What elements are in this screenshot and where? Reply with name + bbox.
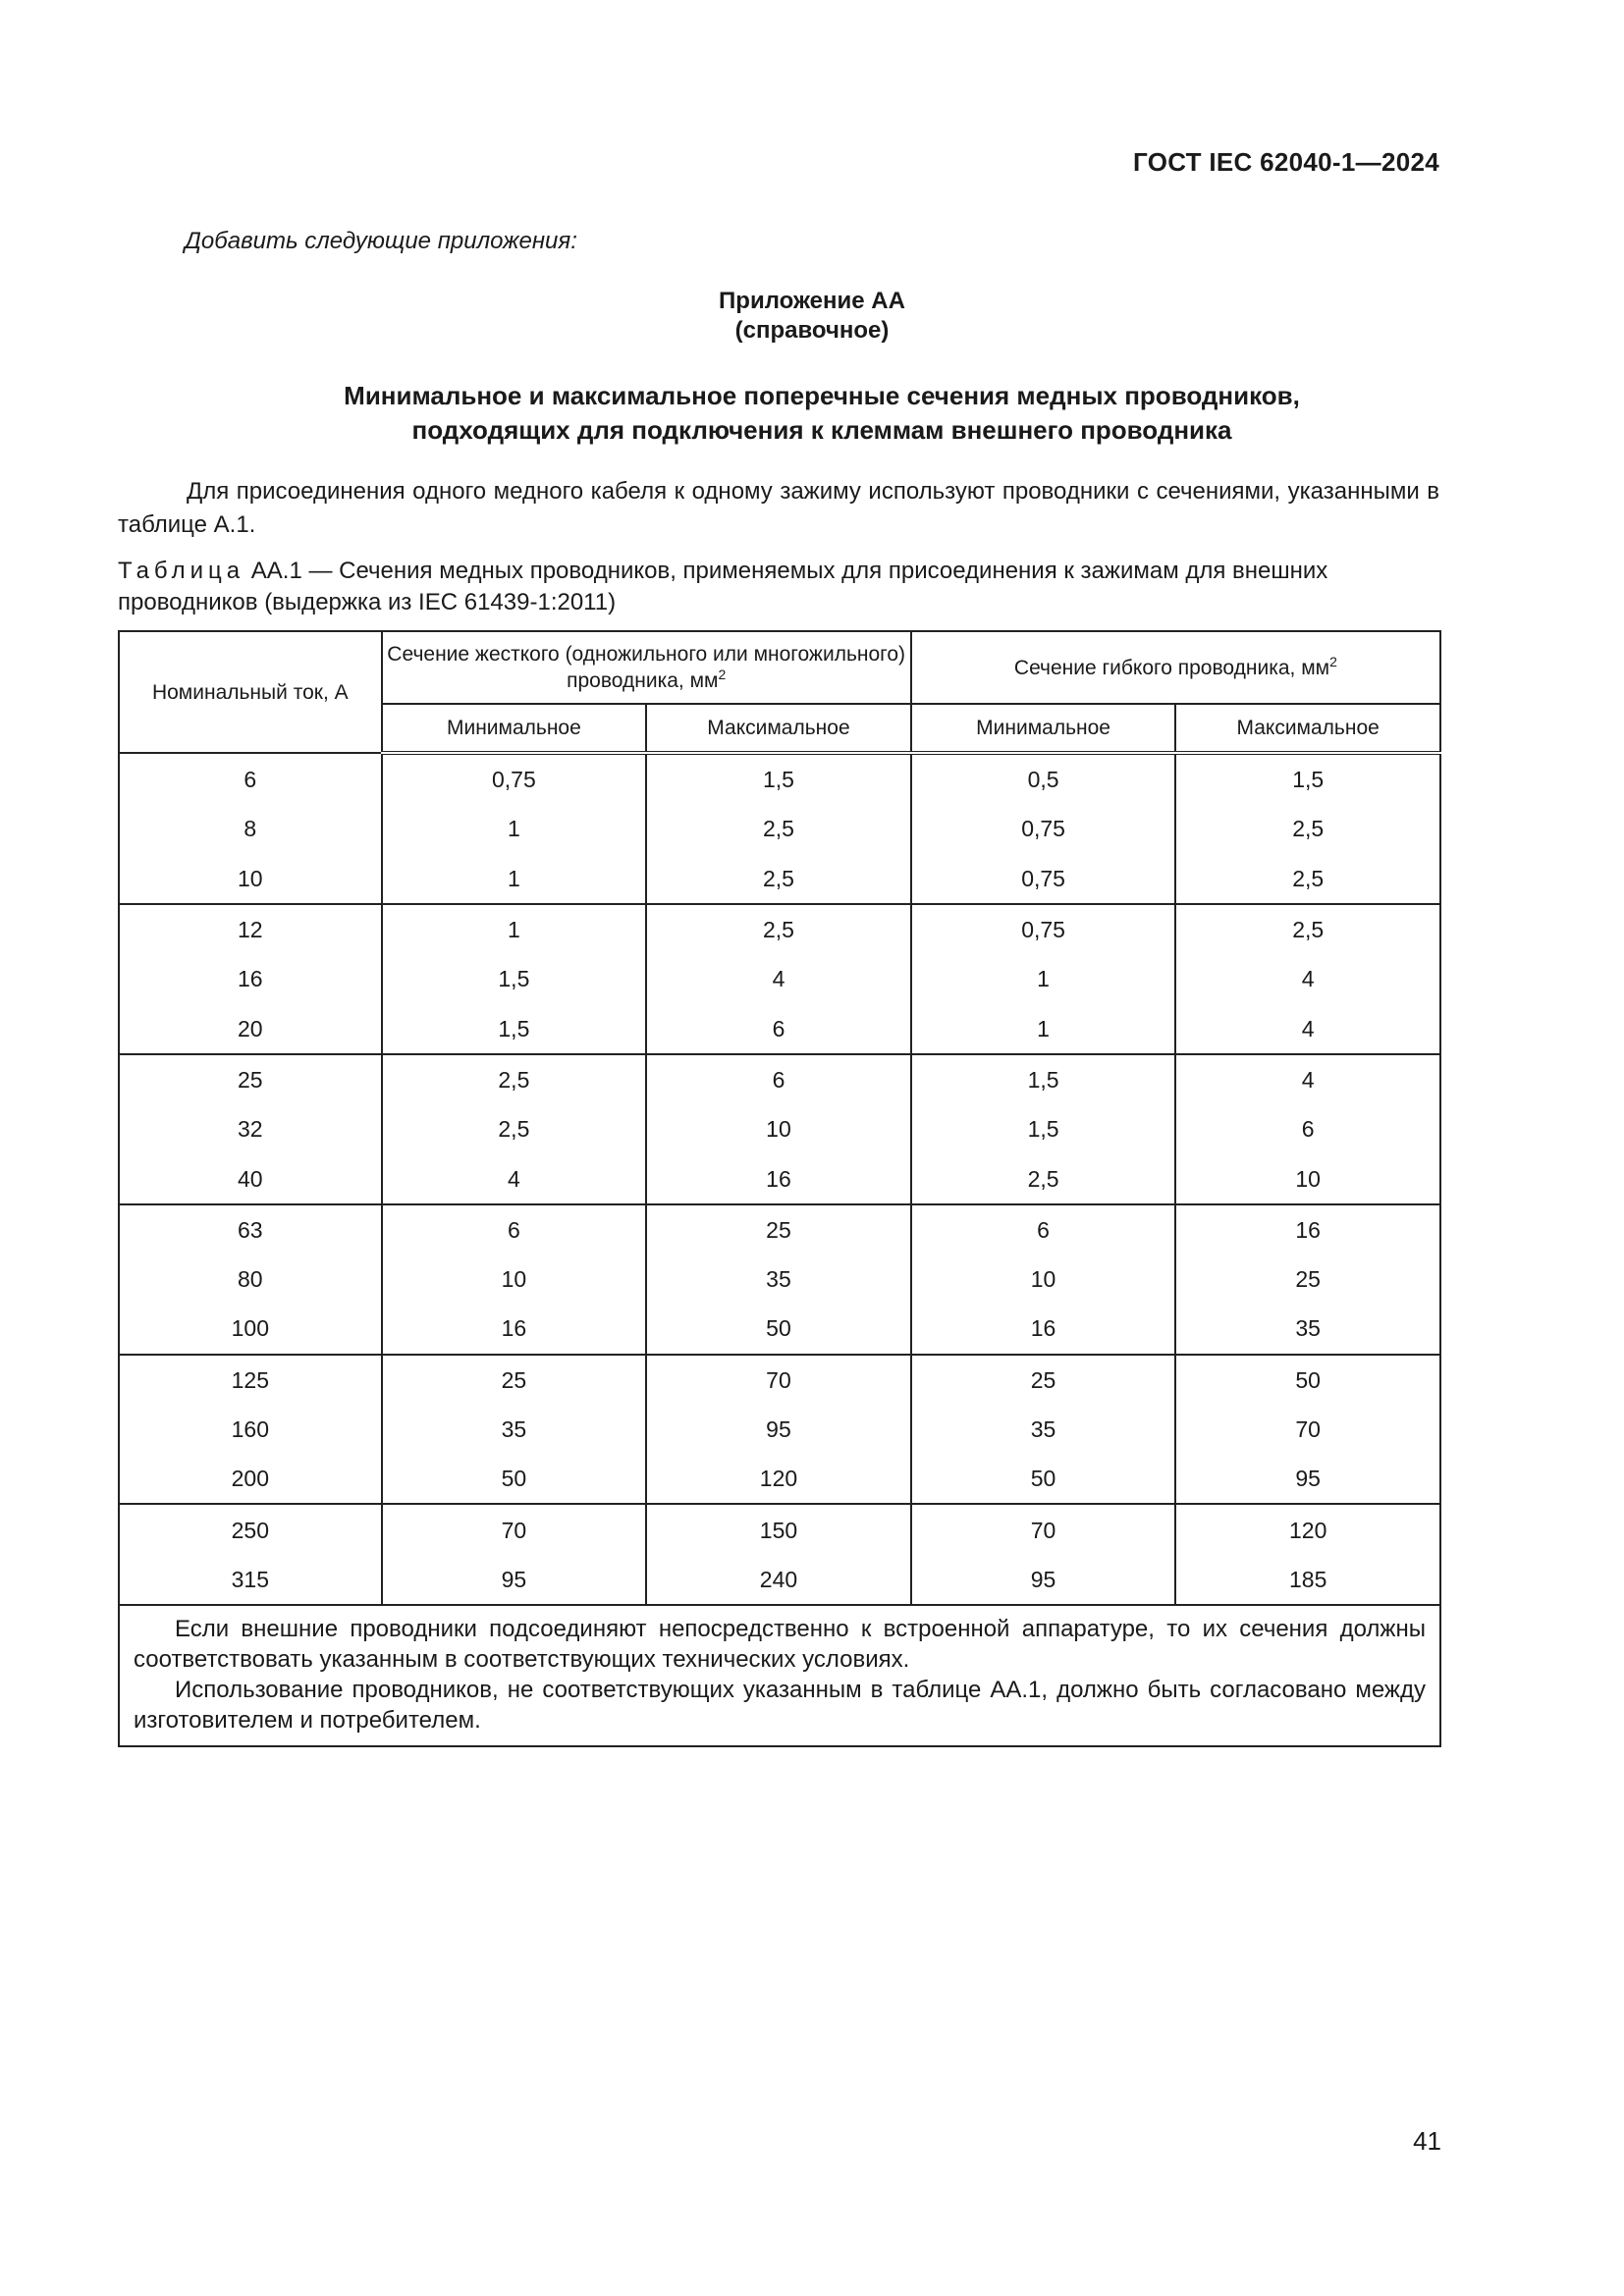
cell-flexible-min: 0,75 (911, 854, 1176, 904)
cell-flexible-max: 120 (1175, 1504, 1440, 1554)
table-caption-text: АА.1 — Сечения медных проводников, применяемых для присоединения к зажимам для внешних проводников (выдержка из IEC 61439-1:2011) (118, 558, 1328, 615)
cell-flexible-max: 1,5 (1175, 753, 1440, 804)
header-rigid-max: Максимальное (646, 704, 911, 753)
cell-rigid-min: 0,75 (382, 753, 647, 804)
cell-flexible-max: 4 (1175, 1054, 1440, 1104)
table-row (119, 1504, 1440, 1554)
cell-rigid-max: 150 (646, 1504, 911, 1554)
cell-rigid-max: 1,5 (646, 753, 911, 804)
table-row (119, 1555, 1440, 1605)
cell-rated-current: 63 (119, 1204, 382, 1255)
cell-rigid-min: 1 (382, 804, 647, 853)
table-row (119, 1405, 1440, 1454)
cell-rated-current: 20 (119, 1003, 382, 1053)
page-number: 41 (1413, 2126, 1441, 2156)
cell-rated-current: 6 (119, 753, 382, 804)
section-title-line-1: Минимальное и максимальное поперечные сечения медных проводников, (344, 381, 1300, 410)
cell-rigid-min: 10 (382, 1255, 647, 1304)
table-row (119, 954, 1440, 1003)
conductor-sections-table (118, 630, 1441, 1747)
cell-rigid-max: 2,5 (646, 804, 911, 853)
cell-rigid-max: 50 (646, 1304, 911, 1354)
cell-rigid-max: 4 (646, 954, 911, 1003)
cell-rigid-min: 25 (382, 1355, 647, 1405)
table-note-1-text: Если внешние проводники подсоединяют непосредственно к встроенной аппаратуре, то их сечения должны соответствовать указанным в соответствующих технических условиях. (134, 1616, 1426, 1674)
table-row (119, 1003, 1440, 1053)
cell-rigid-min: 1 (382, 854, 647, 904)
cell-flexible-min: 16 (911, 1304, 1176, 1354)
header-flexible-conductor (911, 631, 1440, 704)
table-note-2-text: Использование проводников, не соответствующих указанным в таблице АА.1, должно быть согласовано между изготовителем и потребителем. (134, 1677, 1426, 1735)
header-rated-current: Номинальный ток, А (119, 631, 382, 753)
cell-flexible-min: 10 (911, 1255, 1176, 1304)
header-rigid-unit-sup: 2 (718, 667, 727, 682)
cell-rated-current: 315 (119, 1555, 382, 1605)
table-row (119, 1355, 1440, 1405)
cell-rigid-max: 240 (646, 1555, 911, 1605)
cell-flexible-max: 6 (1175, 1104, 1440, 1153)
table-row (119, 1204, 1440, 1255)
cell-rigid-min: 6 (382, 1204, 647, 1255)
table-row (119, 854, 1440, 904)
cell-rigid-max: 2,5 (646, 854, 911, 904)
table-caption-label: Таблица (118, 558, 245, 584)
cell-flexible-min: 1,5 (911, 1054, 1176, 1104)
cell-rigid-min: 35 (382, 1405, 647, 1454)
cell-rated-current: 100 (119, 1304, 382, 1354)
cell-rigid-min: 70 (382, 1504, 647, 1554)
cell-flexible-max: 4 (1175, 954, 1440, 1003)
table-note-1 (134, 1614, 1426, 1675)
cell-rigid-max: 6 (646, 1054, 911, 1104)
cell-flexible-min: 50 (911, 1454, 1176, 1504)
cell-rated-current: 80 (119, 1255, 382, 1304)
cell-rigid-min: 2,5 (382, 1104, 647, 1153)
table-caption (118, 556, 1439, 618)
cell-rigid-max: 25 (646, 1204, 911, 1255)
table-body (119, 753, 1440, 1605)
cell-flexible-max: 70 (1175, 1405, 1440, 1454)
cell-rigid-max: 10 (646, 1104, 911, 1153)
cell-flexible-max: 2,5 (1175, 904, 1440, 954)
cell-rated-current: 32 (119, 1104, 382, 1153)
table-row (119, 1304, 1440, 1354)
table-row (119, 1454, 1440, 1504)
cell-rigid-min: 2,5 (382, 1054, 647, 1104)
cell-rigid-min: 95 (382, 1555, 647, 1605)
cell-flexible-min: 25 (911, 1355, 1176, 1405)
appendix-title: Приложение АА (719, 288, 905, 314)
cell-flexible-min: 1,5 (911, 1104, 1176, 1153)
table-row (119, 753, 1440, 804)
table-note-2 (134, 1675, 1426, 1735)
cell-rigid-max: 2,5 (646, 904, 911, 954)
cell-rated-current: 8 (119, 804, 382, 853)
appendix-heading (0, 287, 1624, 346)
cell-flexible-min: 0,5 (911, 753, 1176, 804)
header-flexible-max: Максимальное (1175, 704, 1440, 753)
section-title (0, 379, 1624, 448)
header-flexible-unit-sup: 2 (1329, 653, 1337, 669)
header-rigid-min: Минимальное (382, 704, 647, 753)
cell-flexible-min: 6 (911, 1204, 1176, 1255)
cell-flexible-max: 25 (1175, 1255, 1440, 1304)
cell-flexible-max: 2,5 (1175, 854, 1440, 904)
cell-rigid-max: 95 (646, 1405, 911, 1454)
cell-rated-current: 250 (119, 1504, 382, 1554)
cell-flexible-min: 70 (911, 1504, 1176, 1554)
cell-flexible-max: 35 (1175, 1304, 1440, 1354)
cell-flexible-min: 1 (911, 1003, 1176, 1053)
cell-rigid-max: 35 (646, 1255, 911, 1304)
cell-flexible-min: 1 (911, 954, 1176, 1003)
header-rigid-conductor (382, 631, 911, 704)
cell-rated-current: 16 (119, 954, 382, 1003)
cell-flexible-min: 35 (911, 1405, 1176, 1454)
cell-flexible-max: 10 (1175, 1153, 1440, 1203)
cell-flexible-min: 0,75 (911, 804, 1176, 853)
cell-rigid-max: 6 (646, 1003, 911, 1053)
document-code: ГОСТ IEC 62040-1—2024 (1133, 147, 1439, 177)
appendix-subtitle: (справочное) (734, 317, 890, 344)
intro-instruction: Добавить следующие приложения: (185, 228, 577, 254)
cell-flexible-max: 16 (1175, 1204, 1440, 1255)
cell-rigid-min: 1,5 (382, 954, 647, 1003)
cell-flexible-max: 185 (1175, 1555, 1440, 1605)
table-row (119, 1255, 1440, 1304)
cell-rated-current: 40 (119, 1153, 382, 1203)
header-flexible-text: Сечение гибкого проводника, мм (1013, 656, 1330, 679)
cell-flexible-min: 2,5 (911, 1153, 1176, 1203)
cell-rigid-min: 4 (382, 1153, 647, 1203)
cell-flexible-max: 50 (1175, 1355, 1440, 1405)
table-row (119, 1054, 1440, 1104)
cell-flexible-max: 2,5 (1175, 804, 1440, 853)
table-row (119, 904, 1440, 954)
cell-flexible-max: 4 (1175, 1003, 1440, 1053)
cell-rigid-min: 1 (382, 904, 647, 954)
body-paragraph (118, 475, 1439, 542)
cell-flexible-max: 95 (1175, 1454, 1440, 1504)
cell-rigid-max: 16 (646, 1153, 911, 1203)
cell-flexible-min: 95 (911, 1555, 1176, 1605)
cell-rated-current: 10 (119, 854, 382, 904)
table-notes (119, 1605, 1440, 1746)
section-title-line-2: подходящих для подключения к клеммам внешнего проводника (411, 415, 1232, 445)
cell-rigid-min: 16 (382, 1304, 647, 1354)
header-rigid-text: Сечение жесткого (одножильного или многожильного) проводника, мм (387, 643, 906, 692)
cell-rated-current: 200 (119, 1454, 382, 1504)
table-row (119, 1104, 1440, 1153)
cell-flexible-min: 0,75 (911, 904, 1176, 954)
cell-rigid-min: 1,5 (382, 1003, 647, 1053)
body-paragraph-text: Для присоединения одного медного кабеля к одному зажиму используют проводники с сечениями, указанными в таблице А.1. (118, 478, 1439, 538)
table-row (119, 1153, 1440, 1203)
cell-rigid-min: 50 (382, 1454, 647, 1504)
cell-rated-current: 125 (119, 1355, 382, 1405)
header-flexible-min: Минимальное (911, 704, 1176, 753)
cell-rated-current: 160 (119, 1405, 382, 1454)
cell-rated-current: 12 (119, 904, 382, 954)
cell-rigid-max: 70 (646, 1355, 911, 1405)
cell-rated-current: 25 (119, 1054, 382, 1104)
table-row (119, 804, 1440, 853)
cell-rigid-max: 120 (646, 1454, 911, 1504)
